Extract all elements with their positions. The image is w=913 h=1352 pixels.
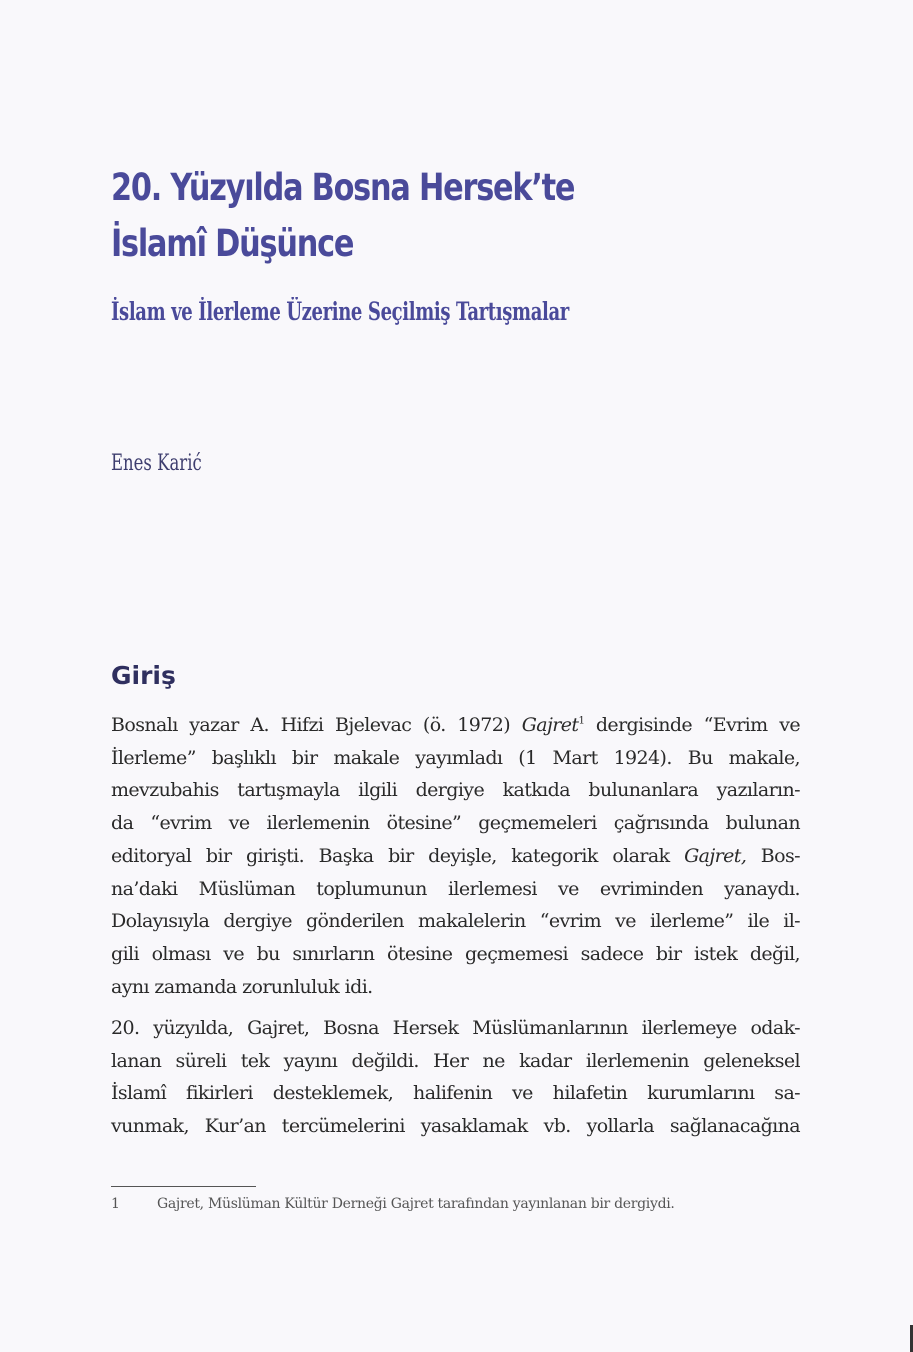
paragraph-line: lanan süreli tek yayını değildi. Her ne kadar ilerlemenin geleneksel <box>111 1049 800 1072</box>
paragraph-line <box>111 709 800 742</box>
footnote-number: 1 <box>111 1196 120 1212</box>
paragraph-line: İslamî fikirleri desteklemek, halifenin ve hilafetin kurumlarını sa- <box>111 1082 800 1105</box>
footnote-text: Gajret, Müslüman Kültür Derneği Gajret tarafından yayınlanan bir dergiydi. <box>157 1196 675 1212</box>
paragraph-line: mevzubahis tartışmayla ilgili dergiye katkıda bulunanlara yazıların- <box>111 779 800 802</box>
paragraph-line <box>111 840 800 873</box>
paragraph-line: gili olması ve bu sınırların ötesine geçmemesi sadece bir istek değil, <box>111 942 800 965</box>
journal-name-italic: Gajret, <box>684 844 747 867</box>
chapter-title-line-1: 20. Yüzyılda Bosna Hersek’te <box>111 166 575 209</box>
paragraph-line: vunmak, Kur’an tercümelerini yasaklamak vb. yollarla sağlanacağına <box>111 1115 800 1138</box>
text-segment: Bos- <box>746 844 800 867</box>
paragraph-line: aynı zamanda zorunluluk idi. <box>111 975 373 998</box>
text-segment: Bosnalı yazar A. Hifzi Bjelevac (ö. 1972) <box>111 714 522 736</box>
text-segment: editoryal bir girişti. Başka bir deyişle, kategorik olarak <box>111 844 685 867</box>
paragraph-line: da “evrim ve ilerlemenin ötesine” geçmemeleri çağrısında bulunan <box>111 812 800 835</box>
footnote-divider <box>111 1186 256 1187</box>
journal-name-italic: Gajret <box>521 714 579 736</box>
chapter-title <box>111 160 574 272</box>
paragraph-line: na’daki Müslüman toplumunun ilerlemesi ve evriminden yanaydı. <box>111 877 800 900</box>
paragraph-2 <box>111 1012 800 1143</box>
paragraph-line: İlerleme” başlıklı bir makale yayımladı (1 Mart 1924). Bu makale, <box>111 746 800 769</box>
text-segment: dergisinde “Evrim ve <box>584 714 800 736</box>
chapter-subtitle: İslam ve İlerleme Üzerine Seçilmiş Tartışmalar <box>111 297 569 326</box>
footnote-1 <box>111 1192 675 1216</box>
paragraph-1 <box>111 709 800 1003</box>
paragraph-line: Dolayısıyla dergiye gönderilen makalelerin “evrim ve ilerleme” ile il- <box>111 910 800 933</box>
paragraph-line: 20. yüzyılda, Gajret, Bosna Hersek Müslümanlarının ilerlemeye odak- <box>111 1017 800 1039</box>
author-name: Enes Karić <box>111 451 202 476</box>
footnote-reference[interactable]: 1 <box>578 715 585 727</box>
section-heading-intro: Giriş <box>111 661 176 690</box>
chapter-title-line-2: İslamî Düşünce <box>111 222 354 265</box>
